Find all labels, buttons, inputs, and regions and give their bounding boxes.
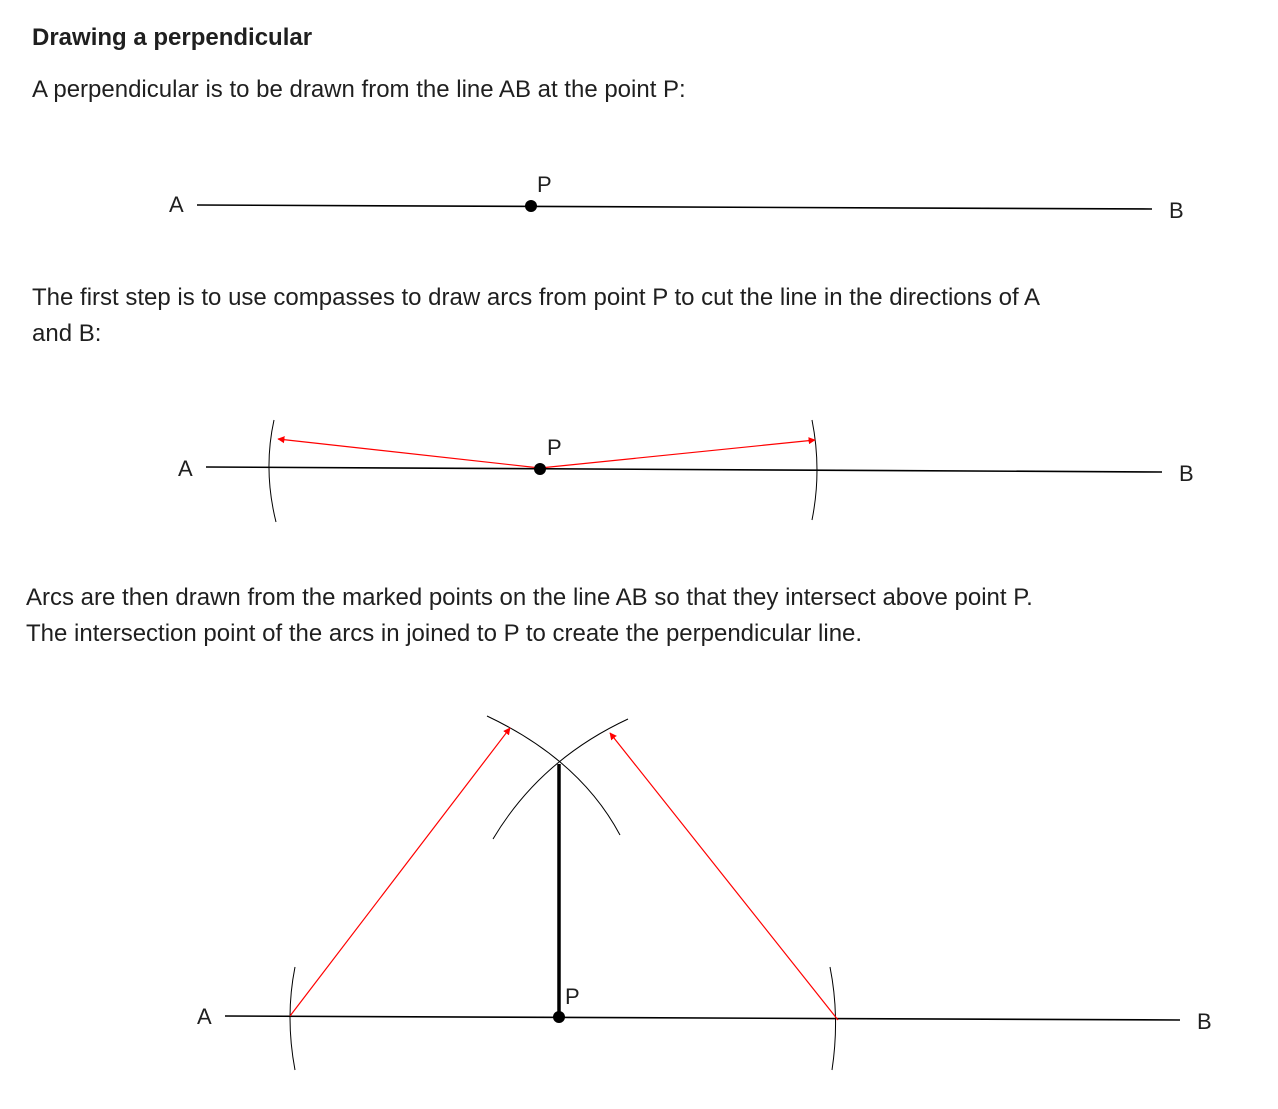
arrow-to-left-arc [278, 439, 540, 468]
point-p [525, 200, 537, 212]
label-b: B [1197, 1009, 1212, 1034]
step1-text-line2: and B: [32, 320, 102, 347]
arc-left [269, 420, 276, 522]
arrow-to-right-arc [540, 440, 815, 468]
step1-text-line1: The first step is to use compasses to draw arcs from point P to cut the line in the directions of A [32, 284, 1041, 311]
diagram-3 [197, 716, 1212, 1070]
page-title: Drawing a perpendicular [32, 24, 313, 51]
line-ab [206, 467, 1162, 472]
line-ab [225, 1016, 1180, 1020]
label-b: B [1179, 461, 1194, 486]
arc-left [290, 967, 295, 1070]
diagram-1 [169, 172, 1184, 223]
label-p: P [537, 172, 552, 197]
line-ab [197, 205, 1152, 209]
label-a: A [178, 456, 193, 481]
label-a: A [197, 1004, 212, 1029]
point-p [534, 463, 546, 475]
label-p: P [565, 984, 580, 1009]
diagram-2 [178, 420, 1194, 522]
step2-text-line2: The intersection point of the arcs in joined to P to create the perpendicular line. [26, 620, 863, 647]
arrow-right-to-arc [610, 733, 838, 1020]
intro-text: A perpendicular is to be drawn from the line AB at the point P: [32, 76, 686, 103]
arrow-left-to-arc [290, 728, 510, 1016]
point-p [553, 1011, 565, 1023]
step2-text-line1: Arcs are then drawn from the marked points on the line AB so that they intersect above point P. [26, 584, 1033, 611]
label-p: P [547, 435, 562, 460]
label-b: B [1169, 198, 1184, 223]
label-a: A [169, 192, 184, 217]
